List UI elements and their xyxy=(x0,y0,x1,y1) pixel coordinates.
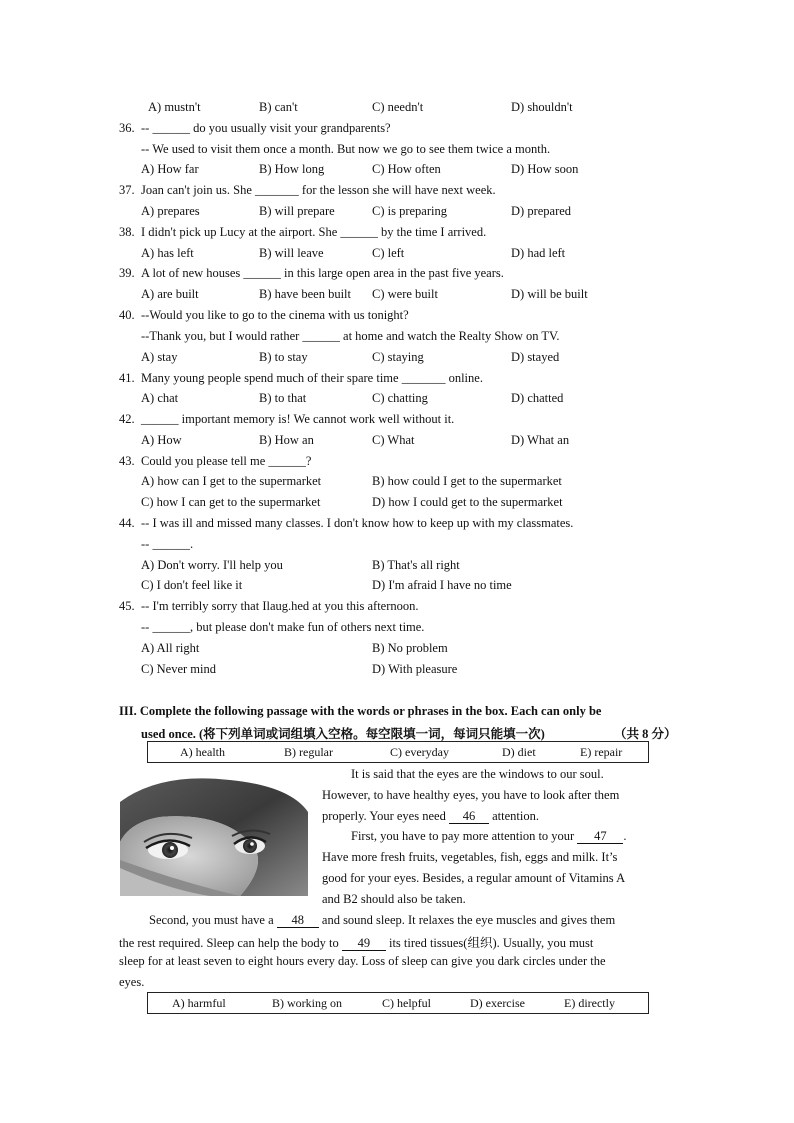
option-a: A) prepares xyxy=(141,204,200,218)
option-d: D) I'm afraid I have no time xyxy=(372,578,512,592)
option-d: D) With pleasure xyxy=(372,662,458,676)
passage-text: properly. Your eyes need xyxy=(322,809,446,823)
word-box-item: A) health xyxy=(180,745,225,759)
option-d: D) stayed xyxy=(511,350,560,364)
option-d: D) had left xyxy=(511,246,566,260)
option-c: C) is preparing xyxy=(372,204,447,218)
passage-line xyxy=(322,809,539,824)
question-number: 40. xyxy=(119,308,135,322)
word-box-item: E) repair xyxy=(580,745,623,759)
option-a: A) How far xyxy=(141,162,199,176)
question-line: -- I'm terribly sorry that Ilaug.hed at you this afternoon. xyxy=(141,599,419,613)
question-line: -- I was ill and missed many classes. I don't know how to keep up with my classmates. xyxy=(141,516,574,530)
option-d: D) how I could get to the supermarket xyxy=(372,495,563,509)
passage-line: It is said that the eyes are the windows to our soul. xyxy=(351,767,604,781)
passage-line xyxy=(119,933,593,951)
option-d: D) chatted xyxy=(511,391,564,405)
q35-option-d: D) shouldn't xyxy=(511,100,573,114)
question-number: 36. xyxy=(119,121,135,135)
word-box-item: C) helpful xyxy=(382,996,431,1010)
question-number: 38. xyxy=(119,225,135,239)
option-b: B) to that xyxy=(259,391,307,405)
question-line: ______ important memory is! We cannot work well without it. xyxy=(141,412,455,426)
section-heading: III. Complete the following passage with the words or phrases in the box. Each can only be xyxy=(119,704,602,718)
option-a: A) has left xyxy=(141,246,194,260)
q35-option-a: A) mustn't xyxy=(148,100,201,114)
q35-option-b: B) can't xyxy=(259,100,298,114)
eyes-photo xyxy=(120,772,308,896)
question-line: I didn't pick up Lucy at the airport. She ______ by the time I arrived. xyxy=(141,225,487,239)
passage-line: eyes. xyxy=(119,975,145,989)
passage-line xyxy=(351,829,626,844)
option-d: D) prepared xyxy=(511,204,572,218)
word-box-item: C) everyday xyxy=(390,745,449,759)
option-c: C) How often xyxy=(372,162,441,176)
q35-option-c: C) needn't xyxy=(372,100,424,114)
question-line: -- ______ do you usually visit your grandparents? xyxy=(141,121,391,135)
option-d: D) will be built xyxy=(511,287,588,301)
word-box-item: B) working on xyxy=(272,996,342,1010)
option-b: B) will prepare xyxy=(259,204,335,218)
passage-text: attention. xyxy=(492,809,539,823)
blank-46[interactable]: 46 xyxy=(449,810,489,824)
question-line: -- ______, but please don't make fun of others next time. xyxy=(141,620,425,634)
option-b: B) How long xyxy=(259,162,325,176)
option-c: C) staying xyxy=(372,350,424,364)
option-d: D) How soon xyxy=(511,162,579,176)
question-number: 39. xyxy=(119,266,135,280)
question-number: 45. xyxy=(119,599,135,613)
option-a: A) All right xyxy=(141,641,200,655)
passage-line: sleep for at least seven to eight hours every day. Loss of sleep can give you dark circles under the xyxy=(119,954,606,968)
option-a: A) How xyxy=(141,433,182,447)
word-box-item: E) directly xyxy=(564,996,615,1010)
word-box-item: D) exercise xyxy=(470,996,525,1010)
option-b: B) have been built xyxy=(259,287,351,301)
passage-line xyxy=(149,913,615,928)
question-line: --Thank you, but I would rather ______ at home and watch the Realty Show on TV. xyxy=(141,329,560,343)
passage-text: . xyxy=(623,829,627,843)
passage-line: Have more fresh fruits, vegetables, fish, eggs and milk. It’s xyxy=(322,850,618,864)
question-number: 37. xyxy=(119,183,135,197)
question-line: --Would you like to go to the cinema with us tonight? xyxy=(141,308,409,322)
blank-47[interactable]: 47 xyxy=(577,830,623,844)
option-c: C) left xyxy=(372,246,405,260)
option-a: A) are built xyxy=(141,287,199,301)
blank-49[interactable]: 49 xyxy=(342,937,386,951)
passage-text: its tired tissues(组织). Usually, you must xyxy=(388,936,594,950)
section-score: （共 8 分） xyxy=(614,727,677,741)
passage-line: good for your eyes. Besides, a regular amount of Vitamins A xyxy=(322,871,626,885)
word-box-1 xyxy=(147,741,649,763)
question-line: Could you please tell me ______? xyxy=(141,454,312,468)
option-c: C) I don't feel like it xyxy=(141,578,243,592)
question-number: 43. xyxy=(119,454,135,468)
option-b: B) No problem xyxy=(372,641,448,655)
option-b: B) how could I get to the supermarket xyxy=(372,474,562,488)
option-a: A) stay xyxy=(141,350,178,364)
option-a: A) chat xyxy=(141,391,179,405)
question-line: Many young people spend much of their spare time _______ online. xyxy=(141,371,483,385)
option-c: C) Never mind xyxy=(141,662,216,676)
question-line: -- We used to visit them once a month. But now we go to see them twice a month. xyxy=(141,142,551,156)
passage-line: and B2 should also be taken. xyxy=(322,892,466,906)
option-a: A) how can I get to the supermarket xyxy=(141,474,322,488)
passage-text: Second, you must have a xyxy=(149,913,274,927)
option-d: D) What an xyxy=(511,433,570,447)
option-c: C) What xyxy=(372,433,415,447)
question-number: 44. xyxy=(119,516,135,530)
question-number: 41. xyxy=(119,371,135,385)
option-b: B) to stay xyxy=(259,350,308,364)
option-c: C) were built xyxy=(372,287,438,301)
option-b: B) That's all right xyxy=(372,558,460,572)
option-b: B) will leave xyxy=(259,246,324,260)
question-line: Joan can't join us. She _______ for the lesson she will have next week. xyxy=(141,183,496,197)
passage-text: and sound sleep. It relaxes the eye muscles and gives them xyxy=(321,913,616,927)
blank-48[interactable]: 48 xyxy=(277,914,319,928)
word-box-item: D) diet xyxy=(502,745,536,759)
passage-text: First, you have to pay more attention to your xyxy=(351,829,575,843)
passage-text: the rest required. Sleep can help the body to xyxy=(119,936,339,950)
passage-line: However, to have healthy eyes, you have to look after them xyxy=(322,788,620,802)
question-number: 42. xyxy=(119,412,135,426)
section-heading-instructions: used once. (将下列单词或词组填入空格。每空限填一词，每词只能填一次) xyxy=(141,727,545,741)
question-line: -- ______. xyxy=(141,537,194,551)
option-c: C) how I can get to the supermarket xyxy=(141,495,321,509)
option-a: A) Don't worry. I'll help you xyxy=(141,558,283,572)
word-box-item: A) harmful xyxy=(172,996,226,1010)
word-box-2 xyxy=(147,992,649,1014)
question-line: A lot of new houses ______ in this large open area in the past five years. xyxy=(141,266,504,280)
option-c: C) chatting xyxy=(372,391,428,405)
word-box-item: B) regular xyxy=(284,745,333,759)
option-b: B) How an xyxy=(259,433,314,447)
